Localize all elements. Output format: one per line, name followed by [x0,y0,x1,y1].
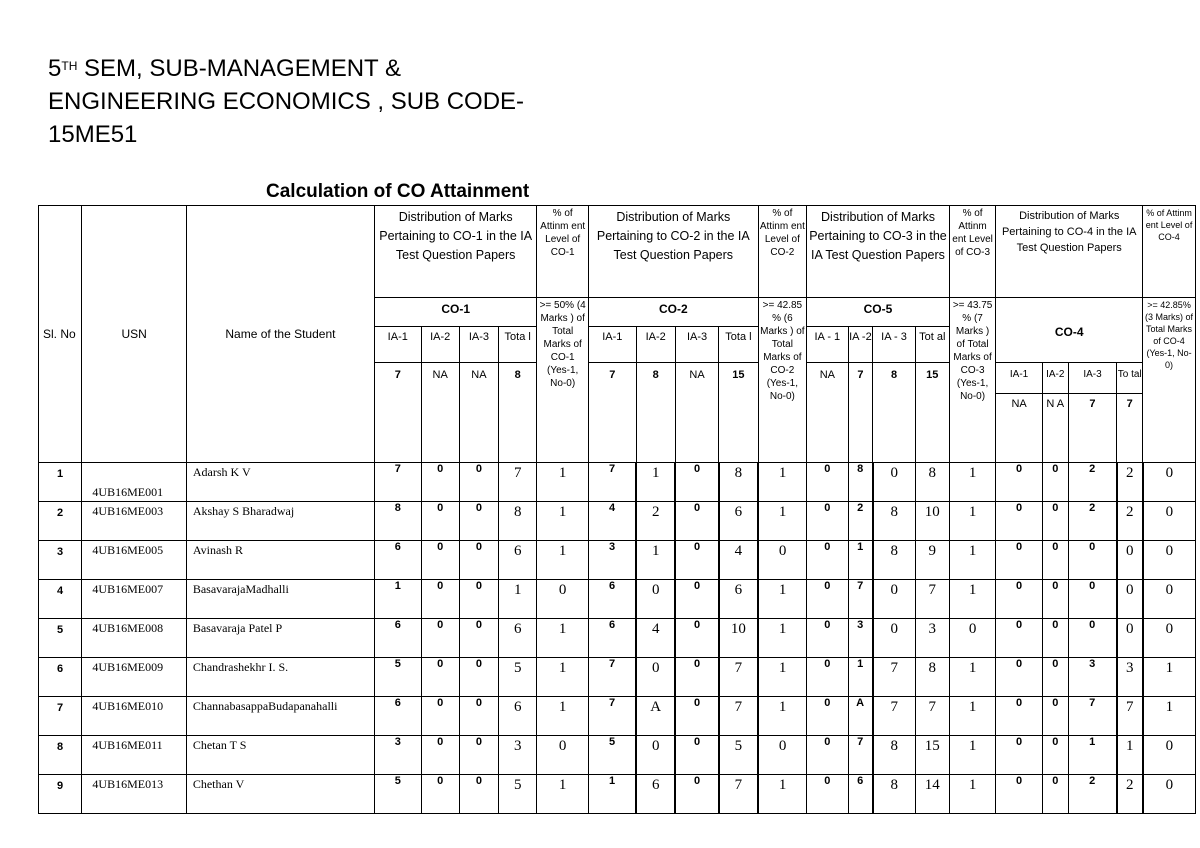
student-name-cell: Chetan T S [186,736,374,775]
co2-attainment-cell: 1 [758,619,807,658]
co1-ia3-score-cell: 0 [459,736,498,775]
co4-ia2-score-cell: 0 [1042,580,1068,619]
co3-attainment-cell: 1 [949,541,996,580]
co3-ia2-score-cell: 7 [848,736,873,775]
co3-ia3-score-cell: 8 [873,775,915,814]
co3-total-max: 15 [915,363,949,463]
co3-ia2-max: 7 [848,363,873,463]
co2-attainment-cell: 1 [758,502,807,541]
heading-line-2: ENGINEERING ECONOMICS , SUB CODE- [48,88,525,115]
co3-ia3-score-cell: 0 [873,580,915,619]
co2-ia1-score-cell: 6 [589,619,637,658]
co1-attainment-cell: 0 [537,580,589,619]
student-name-cell: Akshay S Bharadwaj [186,502,374,541]
co1-label: CO-1 [375,298,537,327]
co4-attainment-cell: 0 [1143,541,1196,580]
co4-attainment-cell: 0 [1143,736,1196,775]
table-row [39,580,1196,619]
co3-total-header: Tot al [915,327,949,363]
student-name-cell: Chethan V [186,775,374,814]
co4-ia2-score-cell: 0 [1042,697,1068,736]
co4-ia3-score-cell: 0 [1068,580,1117,619]
co4-attainment-cell: 1 [1143,697,1196,736]
co2-total-header: Tota l [719,327,758,363]
co4-ia2-score-cell: 0 [1042,463,1068,502]
sl-no-cell: 4 [39,580,82,619]
co2-ia1-score-cell: 4 [589,502,637,541]
co3-ia2-score-cell: A [848,697,873,736]
co1-ia3-header: IA-3 [459,327,498,363]
usn-cell: 4UB16ME005 [82,541,186,580]
co3-criteria: >= 43.75 % (7 Marks ) of Total Marks of CO-3 (Yes-1, No-0) [949,298,996,463]
co2-ia3-max: NA [675,363,718,463]
co4-total-cell [1117,363,1143,463]
co1-ia1-max: 7 [375,363,422,463]
co1-ia1-score-cell: 7 [375,463,422,502]
co1-total-score-cell: 8 [499,502,537,541]
co4-ia1-score-cell: 0 [996,619,1043,658]
co3-ia1-score-cell: 0 [807,580,848,619]
co1-attainment-cell: 1 [537,775,589,814]
co1-attainment-header: % of Attinm ent Level of CO-1 [537,206,589,298]
co4-attainment-header: % of Attinm ent Level of CO-4 [1143,206,1196,298]
student-name-cell: Adarsh K V [186,463,374,502]
co4-ia1-cell [996,363,1043,463]
co4-ia1-score-cell: 0 [996,658,1043,697]
co4-ia2-header: IA-2 [1043,363,1068,394]
co2-ia3-score-cell: 0 [675,541,718,580]
co2-ia1-score-cell: 6 [589,580,637,619]
co2-ia1-header: IA-1 [589,327,637,363]
co4-ia2-score-cell: 0 [1042,658,1068,697]
co1-total-score-cell: 6 [499,541,537,580]
co1-ia1-score-cell: 5 [375,775,422,814]
co4-attainment-cell: 0 [1143,619,1196,658]
co2-total-score-cell: 8 [719,463,758,502]
co1-criteria: >= 50% (4 Marks ) of Total Marks of CO-1 (Yes-1, No-0) [537,298,589,463]
co4-ia3-header: IA-3 [1069,363,1117,394]
sl-no-cell: 5 [39,619,82,658]
co4-ia2-score-cell: 0 [1042,619,1068,658]
co4-ia1-score-cell: 0 [996,541,1043,580]
co4-total-score-cell: 1 [1117,736,1143,775]
co3-ia2-score-cell: 1 [848,658,873,697]
table-row [39,736,1196,775]
co1-total-score-cell: 7 [499,463,537,502]
co3-ia2-score-cell: 3 [848,619,873,658]
co4-total-score-cell: 0 [1117,541,1143,580]
co3-attainment-cell: 0 [949,619,996,658]
co1-total-score-cell: 6 [499,619,537,658]
co1-total-score-cell: 1 [499,580,537,619]
co3-ia1-score-cell: 0 [807,541,848,580]
co4-ia2-score-cell: 0 [1042,775,1068,814]
co1-attainment-cell: 1 [537,658,589,697]
table-row [39,775,1196,814]
co3-total-score-cell: 3 [915,619,949,658]
usn-cell: 4UB16ME013 [82,775,186,814]
co2-ia1-score-cell: 3 [589,541,637,580]
co1-ia2-score-cell: 0 [421,580,459,619]
co3-ia1-score-cell: 0 [807,619,848,658]
co3-ia3-score-cell: 8 [873,502,915,541]
co1-ia1-header: IA-1 [375,327,422,363]
student-rows [39,463,1196,814]
co1-attainment-cell: 1 [537,697,589,736]
table-row [39,619,1196,658]
student-name-cell: Avinash R [186,541,374,580]
co4-distribution-header: Distribution of Marks Pertaining to CO-4 in the IA Test Question Papers [996,206,1143,298]
co3-attainment-cell: 1 [949,697,996,736]
co2-ia3-score-cell: 0 [675,502,718,541]
co4-ia2-cell [1042,363,1068,463]
co1-ia3-score-cell: 0 [459,775,498,814]
co3-attainment-cell: 1 [949,736,996,775]
co3-total-score-cell: 15 [915,736,949,775]
co2-total-score-cell: 7 [719,775,758,814]
co4-ia1-header: IA-1 [996,363,1042,394]
usn-cell: 4UB16ME011 [82,736,186,775]
co2-attainment-cell: 1 [758,580,807,619]
co4-total-score-cell: 0 [1117,619,1143,658]
co3-total-score-cell: 7 [915,697,949,736]
co1-ia3-max: NA [459,363,498,463]
co4-ia2-score-cell: 0 [1042,502,1068,541]
co1-total-score-cell: 5 [499,658,537,697]
co2-total-score-cell: 10 [719,619,758,658]
co1-ia1-score-cell: 6 [375,619,422,658]
co1-ia3-score-cell: 0 [459,658,498,697]
co1-ia1-score-cell: 6 [375,697,422,736]
co3-ia2-score-cell: 7 [848,580,873,619]
co4-attainment-cell: 0 [1143,502,1196,541]
co3-distribution-header: Distribution of Marks Pertaining to CO-3 in the IA Test Question Papers [807,206,950,298]
co4-ia3-score-cell: 2 [1068,463,1117,502]
co3-ia3-max: 8 [873,363,915,463]
co3-total-score-cell: 10 [915,502,949,541]
co2-ia1-score-cell: 7 [589,658,637,697]
co4-total-header: To tal [1117,363,1142,394]
co2-ia3-header: IA-3 [675,327,718,363]
table-title: Calculation of CO Attainment [266,181,530,202]
co3-ia3-score-cell: 0 [873,463,915,502]
co1-ia1-score-cell: 1 [375,580,422,619]
co4-ia1-score-cell: 0 [996,502,1043,541]
co4-attainment-cell: 1 [1143,658,1196,697]
co2-total-score-cell: 6 [719,580,758,619]
student-name-cell: Basavaraja Patel P [186,619,374,658]
co4-ia3-score-cell: 0 [1068,541,1117,580]
co3-attainment-cell: 1 [949,502,996,541]
co3-attainment-cell: 1 [949,463,996,502]
co3-total-score-cell: 14 [915,775,949,814]
co4-ia2-score-cell: 0 [1042,541,1068,580]
co1-ia1-score-cell: 6 [375,541,422,580]
co4-total-max: 7 [1126,398,1133,410]
co1-attainment-cell: 1 [537,541,589,580]
co3-total-score-cell: 9 [915,541,949,580]
co4-ia1-score-cell: 0 [996,736,1043,775]
table-row [39,658,1196,697]
co3-ia2-header: IA -2 [848,327,873,363]
co2-ia2-score-cell: 2 [636,502,675,541]
student-name-cell: BasavarajaMadhalli [186,580,374,619]
co2-ia2-score-cell: 1 [636,463,675,502]
co3-label: CO-5 [807,298,950,327]
co2-ia2-score-cell: 0 [636,580,675,619]
student-name-cell: ChannabasappaBudapanahalli [186,697,374,736]
co1-total-max: 8 [499,363,537,463]
co2-ia2-header: IA-2 [636,327,675,363]
co1-total-score-cell: 5 [499,775,537,814]
co1-ia2-score-cell: 0 [421,463,459,502]
co2-ia2-max: 8 [636,363,675,463]
co4-ia1-max: NA [1011,398,1027,410]
co3-ia3-score-cell: 8 [873,541,915,580]
co2-ia2-score-cell: 6 [636,775,675,814]
co4-ia1-score-cell: 0 [996,580,1043,619]
table-row [39,541,1196,580]
co2-ia1-score-cell: 7 [589,463,637,502]
co4-ia3-cell [1068,363,1117,463]
usn-cell: 4UB16ME007 [82,580,186,619]
co1-ia3-score-cell: 0 [459,541,498,580]
heading-line-3: 15ME51 [48,121,138,148]
sl-no-cell: 1 [39,463,82,502]
co2-ia2-score-cell: A [636,697,675,736]
co1-total-header: Tota l [499,327,537,363]
usn-header: USN [82,206,186,463]
co4-attainment-cell: 0 [1143,775,1196,814]
co3-ia1-max: NA [807,363,848,463]
co2-total-score-cell: 7 [719,658,758,697]
co3-ia1-score-cell: 0 [807,658,848,697]
co2-attainment-cell: 1 [758,463,807,502]
co2-total-score-cell: 4 [719,541,758,580]
co4-ia2-max: N A [1046,398,1065,410]
co4-total-score-cell: 2 [1117,502,1143,541]
usn-cell: 4UB16ME003 [82,502,186,541]
co1-ia1-score-cell: 8 [375,502,422,541]
usn-cell: 4UB16ME008 [82,619,186,658]
sl-no-cell: 3 [39,541,82,580]
co4-ia2-score-cell: 0 [1042,736,1068,775]
co3-ia3-score-cell: 0 [873,619,915,658]
table-row [39,697,1196,736]
co2-ia1-score-cell: 5 [589,736,637,775]
co1-ia2-score-cell: 0 [421,736,459,775]
co3-ia1-score-cell: 0 [807,463,848,502]
sl-no-cell: 8 [39,736,82,775]
co2-criteria: >= 42.85 % (6 Marks ) of Total Marks of CO-2 (Yes-1, No-0) [758,298,807,463]
co2-ia3-score-cell: 0 [675,736,718,775]
co3-ia1-score-cell: 0 [807,502,848,541]
co2-total-score-cell: 5 [719,736,758,775]
co1-ia3-score-cell: 0 [459,463,498,502]
co2-ia3-score-cell: 0 [675,580,718,619]
co1-attainment-cell: 1 [537,463,589,502]
usn-cell: 4UB16ME001 [82,463,186,502]
co4-ia3-score-cell: 2 [1068,502,1117,541]
co1-ia2-score-cell: 0 [421,775,459,814]
co2-ia2-score-cell: 4 [636,619,675,658]
sl-no-cell: 6 [39,658,82,697]
co2-ia2-score-cell: 1 [636,541,675,580]
co1-ia2-score-cell: 0 [421,541,459,580]
co4-ia3-score-cell: 7 [1068,697,1117,736]
co4-total-score-cell: 0 [1117,580,1143,619]
co1-ia1-score-cell: 3 [375,736,422,775]
sl-no-cell: 7 [39,697,82,736]
usn-cell: 4UB16ME010 [82,697,186,736]
co3-ia1-score-cell: 0 [807,736,848,775]
co4-ia3-score-cell: 1 [1068,736,1117,775]
co1-total-score-cell: 3 [499,736,537,775]
co3-ia2-score-cell: 6 [848,775,873,814]
co1-ia3-score-cell: 0 [459,580,498,619]
co4-criteria: >= 42.85% (3 Marks) of Total Marks of CO-4 (Yes-1, No-0) [1143,298,1196,463]
co3-total-score-cell: 7 [915,580,949,619]
co2-ia3-score-cell: 0 [675,658,718,697]
co1-ia2-max: NA [421,363,459,463]
sl-no-cell: 2 [39,502,82,541]
co2-ia1-score-cell: 1 [589,775,637,814]
co2-attainment-cell: 0 [758,736,807,775]
co1-ia1-score-cell: 5 [375,658,422,697]
co1-total-score-cell: 6 [499,697,537,736]
co4-ia1-score-cell: 0 [996,463,1043,502]
co4-ia3-score-cell: 0 [1068,619,1117,658]
co3-attainment-cell: 1 [949,580,996,619]
co3-ia2-score-cell: 8 [848,463,873,502]
co4-ia3-score-cell: 3 [1068,658,1117,697]
co3-attainment-cell: 1 [949,658,996,697]
co3-attainment-cell: 1 [949,775,996,814]
co1-attainment-cell: 1 [537,502,589,541]
document-heading [48,52,524,151]
co1-ia3-score-cell: 0 [459,502,498,541]
co2-ia3-score-cell: 0 [675,619,718,658]
student-name-header: Name of the Student [186,206,374,463]
co2-ia3-score-cell: 0 [675,463,718,502]
co3-attainment-header: % of Attinm ent Level of CO-3 [949,206,996,298]
co3-total-score-cell: 8 [915,463,949,502]
co2-attainment-cell: 0 [758,541,807,580]
co2-label: CO-2 [589,298,759,327]
co2-total-score-cell: 7 [719,697,758,736]
co1-ia3-score-cell: 0 [459,697,498,736]
co2-attainment-cell: 1 [758,697,807,736]
co3-ia1-score-cell: 0 [807,697,848,736]
co1-ia2-score-cell: 0 [421,658,459,697]
co1-distribution-header: Distribution of Marks Pertaining to CO-1 in the IA Test Question Papers [375,206,537,298]
co3-ia2-score-cell: 2 [848,502,873,541]
co2-ia3-score-cell: 0 [675,697,718,736]
co-attainment-table [38,205,1196,814]
co1-ia2-score-cell: 0 [421,697,459,736]
co4-ia1-score-cell: 0 [996,697,1043,736]
co4-label: CO-4 [996,298,1143,363]
table-row [39,463,1196,502]
co3-ia1-header: IA - 1 [807,327,848,363]
co3-ia3-score-cell: 7 [873,697,915,736]
co3-ia2-score-cell: 1 [848,541,873,580]
co3-ia3-score-cell: 7 [873,658,915,697]
heading-line-1: 5TH SEM, SUB-MANAGEMENT & [48,55,401,82]
usn-cell: 4UB16ME009 [82,658,186,697]
co2-attainment-cell: 1 [758,775,807,814]
co4-ia3-score-cell: 2 [1068,775,1117,814]
co2-attainment-header: % of Attinm ent Level of CO-2 [758,206,807,298]
co4-ia3-max: 7 [1089,398,1096,410]
co3-ia3-score-cell: 8 [873,736,915,775]
co2-total-max: 15 [719,363,758,463]
co2-ia2-score-cell: 0 [636,736,675,775]
co2-ia1-score-cell: 7 [589,697,637,736]
co4-total-score-cell: 3 [1117,658,1143,697]
co1-attainment-cell: 0 [537,736,589,775]
co2-ia1-max: 7 [589,363,637,463]
co3-ia3-header: IA - 3 [873,327,915,363]
sl-no-cell: 9 [39,775,82,814]
co4-total-score-cell: 2 [1117,463,1143,502]
co2-attainment-cell: 1 [758,658,807,697]
co1-attainment-cell: 1 [537,619,589,658]
table-row [39,502,1196,541]
co4-ia1-score-cell: 0 [996,775,1043,814]
co1-ia2-score-cell: 0 [421,502,459,541]
co2-ia3-score-cell: 0 [675,775,718,814]
co1-ia2-score-cell: 0 [421,619,459,658]
sl-no-header: Sl. No [39,206,82,463]
co2-distribution-header: Distribution of Marks Pertaining to CO-2 in the IA Test Question Papers [589,206,759,298]
co4-attainment-cell: 0 [1143,580,1196,619]
co3-total-score-cell: 8 [915,658,949,697]
co1-ia3-score-cell: 0 [459,619,498,658]
co1-ia2-header: IA-2 [421,327,459,363]
co2-ia2-score-cell: 0 [636,658,675,697]
co4-attainment-cell: 0 [1143,463,1196,502]
co4-total-score-cell: 7 [1117,697,1143,736]
co3-ia1-score-cell: 0 [807,775,848,814]
co4-total-score-cell: 2 [1117,775,1143,814]
student-name-cell: Chandrashekhr I. S. [186,658,374,697]
co2-total-score-cell: 6 [719,502,758,541]
